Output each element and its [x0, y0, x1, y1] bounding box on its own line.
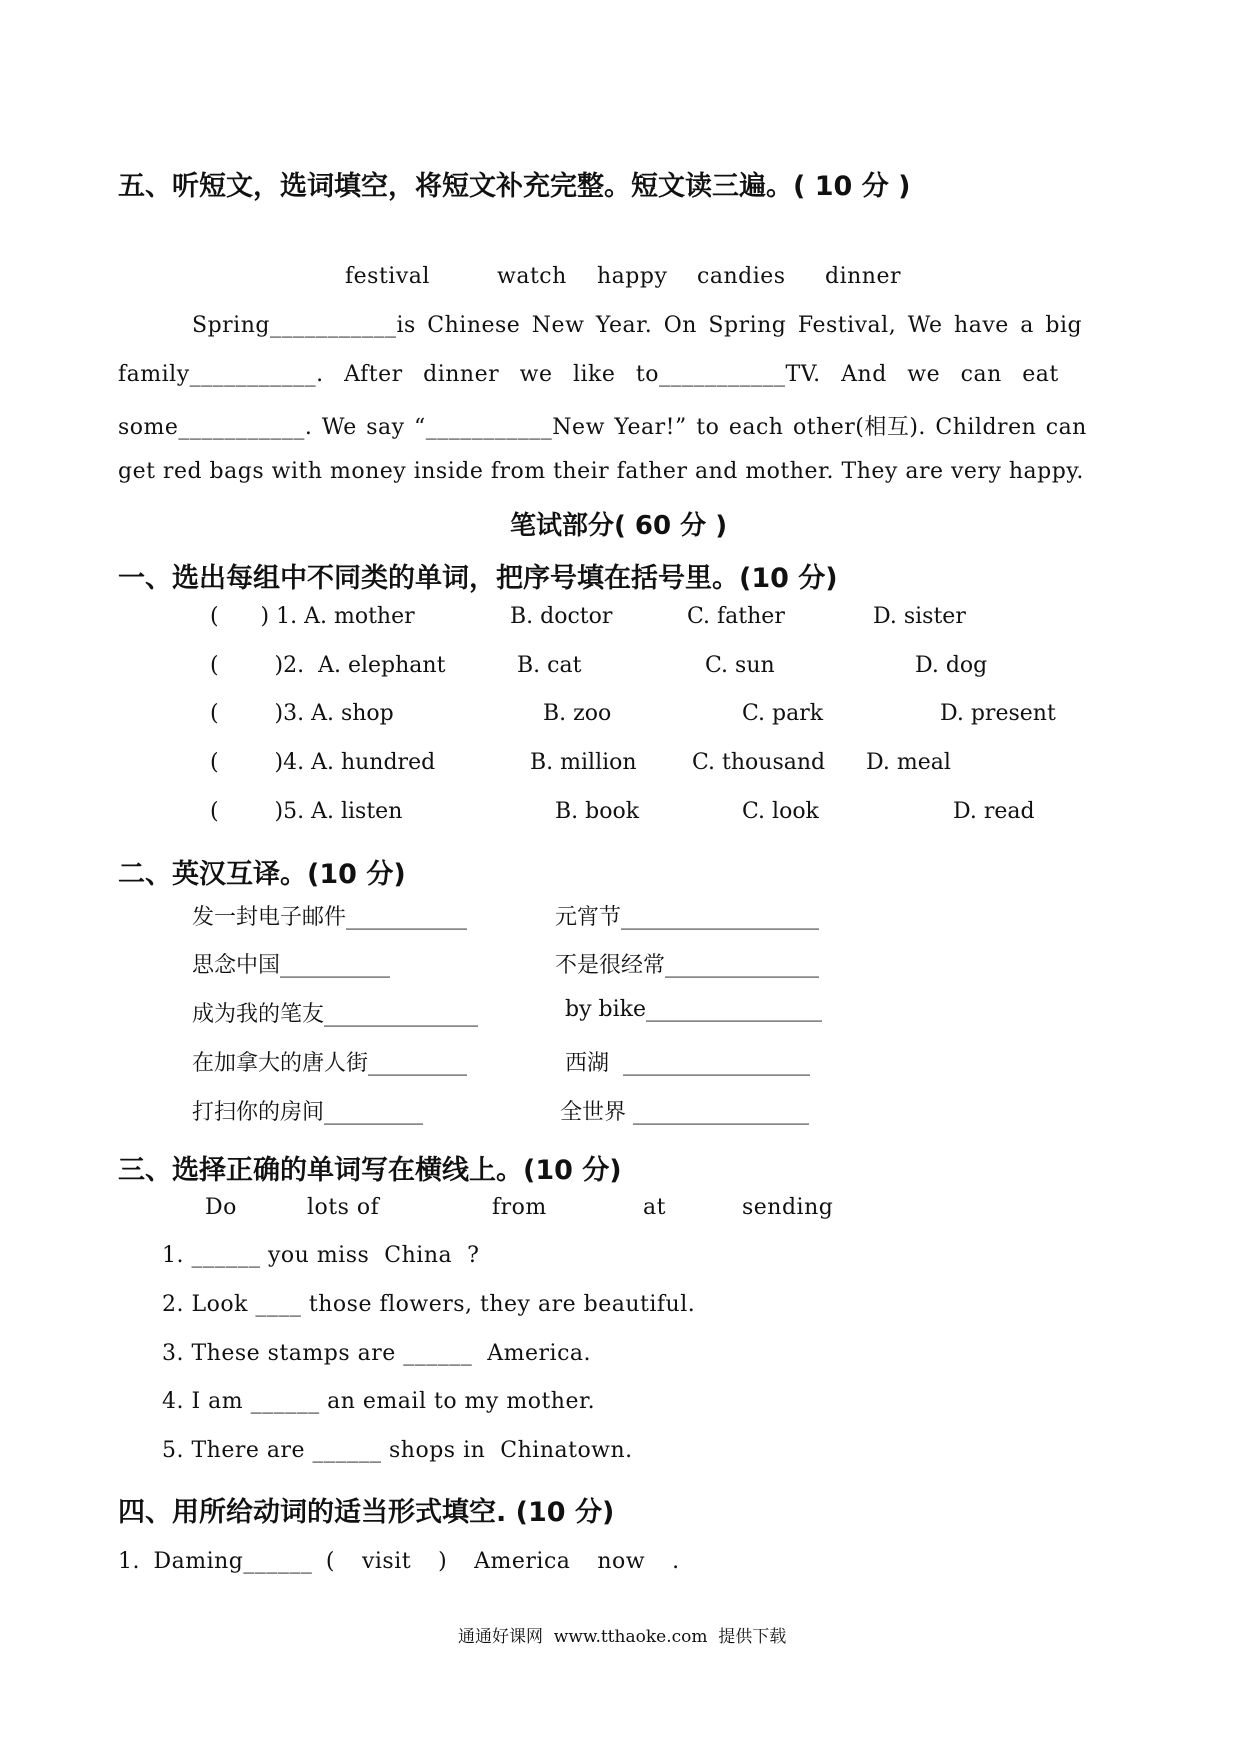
translation-left: 打扫你的房间_________: [192, 1100, 424, 1125]
written-part-title: 笔试部分( 60 分 ): [510, 511, 728, 541]
part1-item: [0, 604, 1240, 634]
option-c: C. sun: [705, 653, 775, 678]
footer-text: 通通好课网 www.tthaoke.com 提供下载: [458, 1627, 787, 1647]
option-d: D. read: [953, 799, 1035, 824]
option-b: B. doctor: [510, 604, 613, 629]
option-c: C. thousand: [692, 750, 826, 775]
translation-right: 全世界 ________________: [560, 1100, 809, 1125]
translation-row: [0, 900, 1240, 930]
translation-left: 成为我的笔友______________: [192, 1002, 479, 1027]
translation-left: 在加拿大的唐人街_________: [192, 1051, 468, 1076]
part1-item: [0, 701, 1240, 731]
part1-item: [0, 799, 1240, 829]
part1-item: [0, 750, 1240, 780]
option-c: C. father: [687, 604, 785, 629]
word-bank-item: sending: [742, 1195, 834, 1220]
translation-right: 西湖 _________________: [565, 1051, 810, 1076]
section5-heading: 五、听短文，选词填空，将短文补充完整。短文读三遍。( 10 分 ): [118, 171, 911, 202]
part4-item: 1. Daming______ ( visit ) America now .: [118, 1549, 680, 1574]
passage-line: family___________. After dinner we like to___________TV. And we can eat: [118, 362, 1059, 387]
word-bank-item: festival: [345, 264, 430, 289]
option-b: B. million: [530, 750, 637, 775]
word-bank-item: happy: [597, 264, 668, 289]
word-bank-item: at: [643, 1195, 666, 1220]
translation-row: [0, 1046, 1240, 1076]
part3-item: 3. These stamps are ______ America.: [162, 1341, 592, 1366]
option-c: C. look: [742, 799, 819, 824]
translation-row: [0, 948, 1240, 978]
part2-heading: 二、英汉互译。(10 分): [118, 859, 406, 890]
translation-right: 不是很经常______________: [555, 953, 820, 978]
translation-row: [0, 997, 1240, 1027]
translation-right: 元宵节__________________: [555, 905, 820, 930]
passage-line: Spring___________is Chinese New Year. On Spring Festival, We have a big: [192, 313, 1083, 338]
passage-line: get red bags with money inside from their father and mother. They are very happy.: [118, 459, 1084, 484]
option-d: D. meal: [866, 750, 951, 775]
word-bank-item: candies: [697, 264, 786, 289]
part3-item: 5. There are ______ shops in Chinatown.: [162, 1438, 633, 1463]
passage-line: some___________. We say “___________New Year!” to each other(相互). Children can: [118, 415, 1087, 440]
option-b: B. cat: [517, 653, 582, 678]
translation-left: 发一封电子邮件___________: [192, 905, 468, 930]
part3-heading: 三、选择正确的单词写在横线上。(10 分): [118, 1155, 622, 1186]
item-number: ( ) 1. A. mother: [210, 604, 415, 629]
translation-left: 思念中国__________: [192, 953, 391, 978]
word-bank-item: Do: [205, 1195, 237, 1220]
word-bank-item: from: [492, 1195, 547, 1220]
part4-heading: 四、用所给动词的适当形式填空. (10 分): [118, 1497, 615, 1528]
option-c: C. park: [742, 701, 824, 726]
part1-item: [0, 653, 1240, 683]
part1-heading: 一、选出每组中不同类的单词，把序号填在括号里。(10 分): [118, 563, 838, 594]
item-number: ( )3. A. shop: [210, 701, 394, 726]
translation-row: [0, 1095, 1240, 1125]
item-number: ( )5. A. listen: [210, 799, 403, 824]
option-b: B. zoo: [543, 701, 612, 726]
part3-item: 1. ______ you miss China ?: [162, 1243, 480, 1268]
word-bank-item: dinner: [825, 264, 901, 289]
option-d: D. sister: [873, 604, 966, 629]
part3-item: 2. Look ____ those flowers, they are beautiful.: [162, 1292, 696, 1317]
item-number: ( )2. A. elephant: [210, 653, 446, 678]
translation-right: by bike________________: [565, 997, 822, 1022]
option-d: D. dog: [915, 653, 988, 678]
word-bank-item: lots of: [307, 1195, 380, 1220]
part3-item: 4. I am ______ an email to my mother.: [162, 1389, 596, 1414]
word-bank-item: watch: [497, 264, 567, 289]
option-b: B. book: [555, 799, 640, 824]
option-d: D. present: [940, 701, 1056, 726]
item-number: ( )4. A. hundred: [210, 750, 436, 775]
